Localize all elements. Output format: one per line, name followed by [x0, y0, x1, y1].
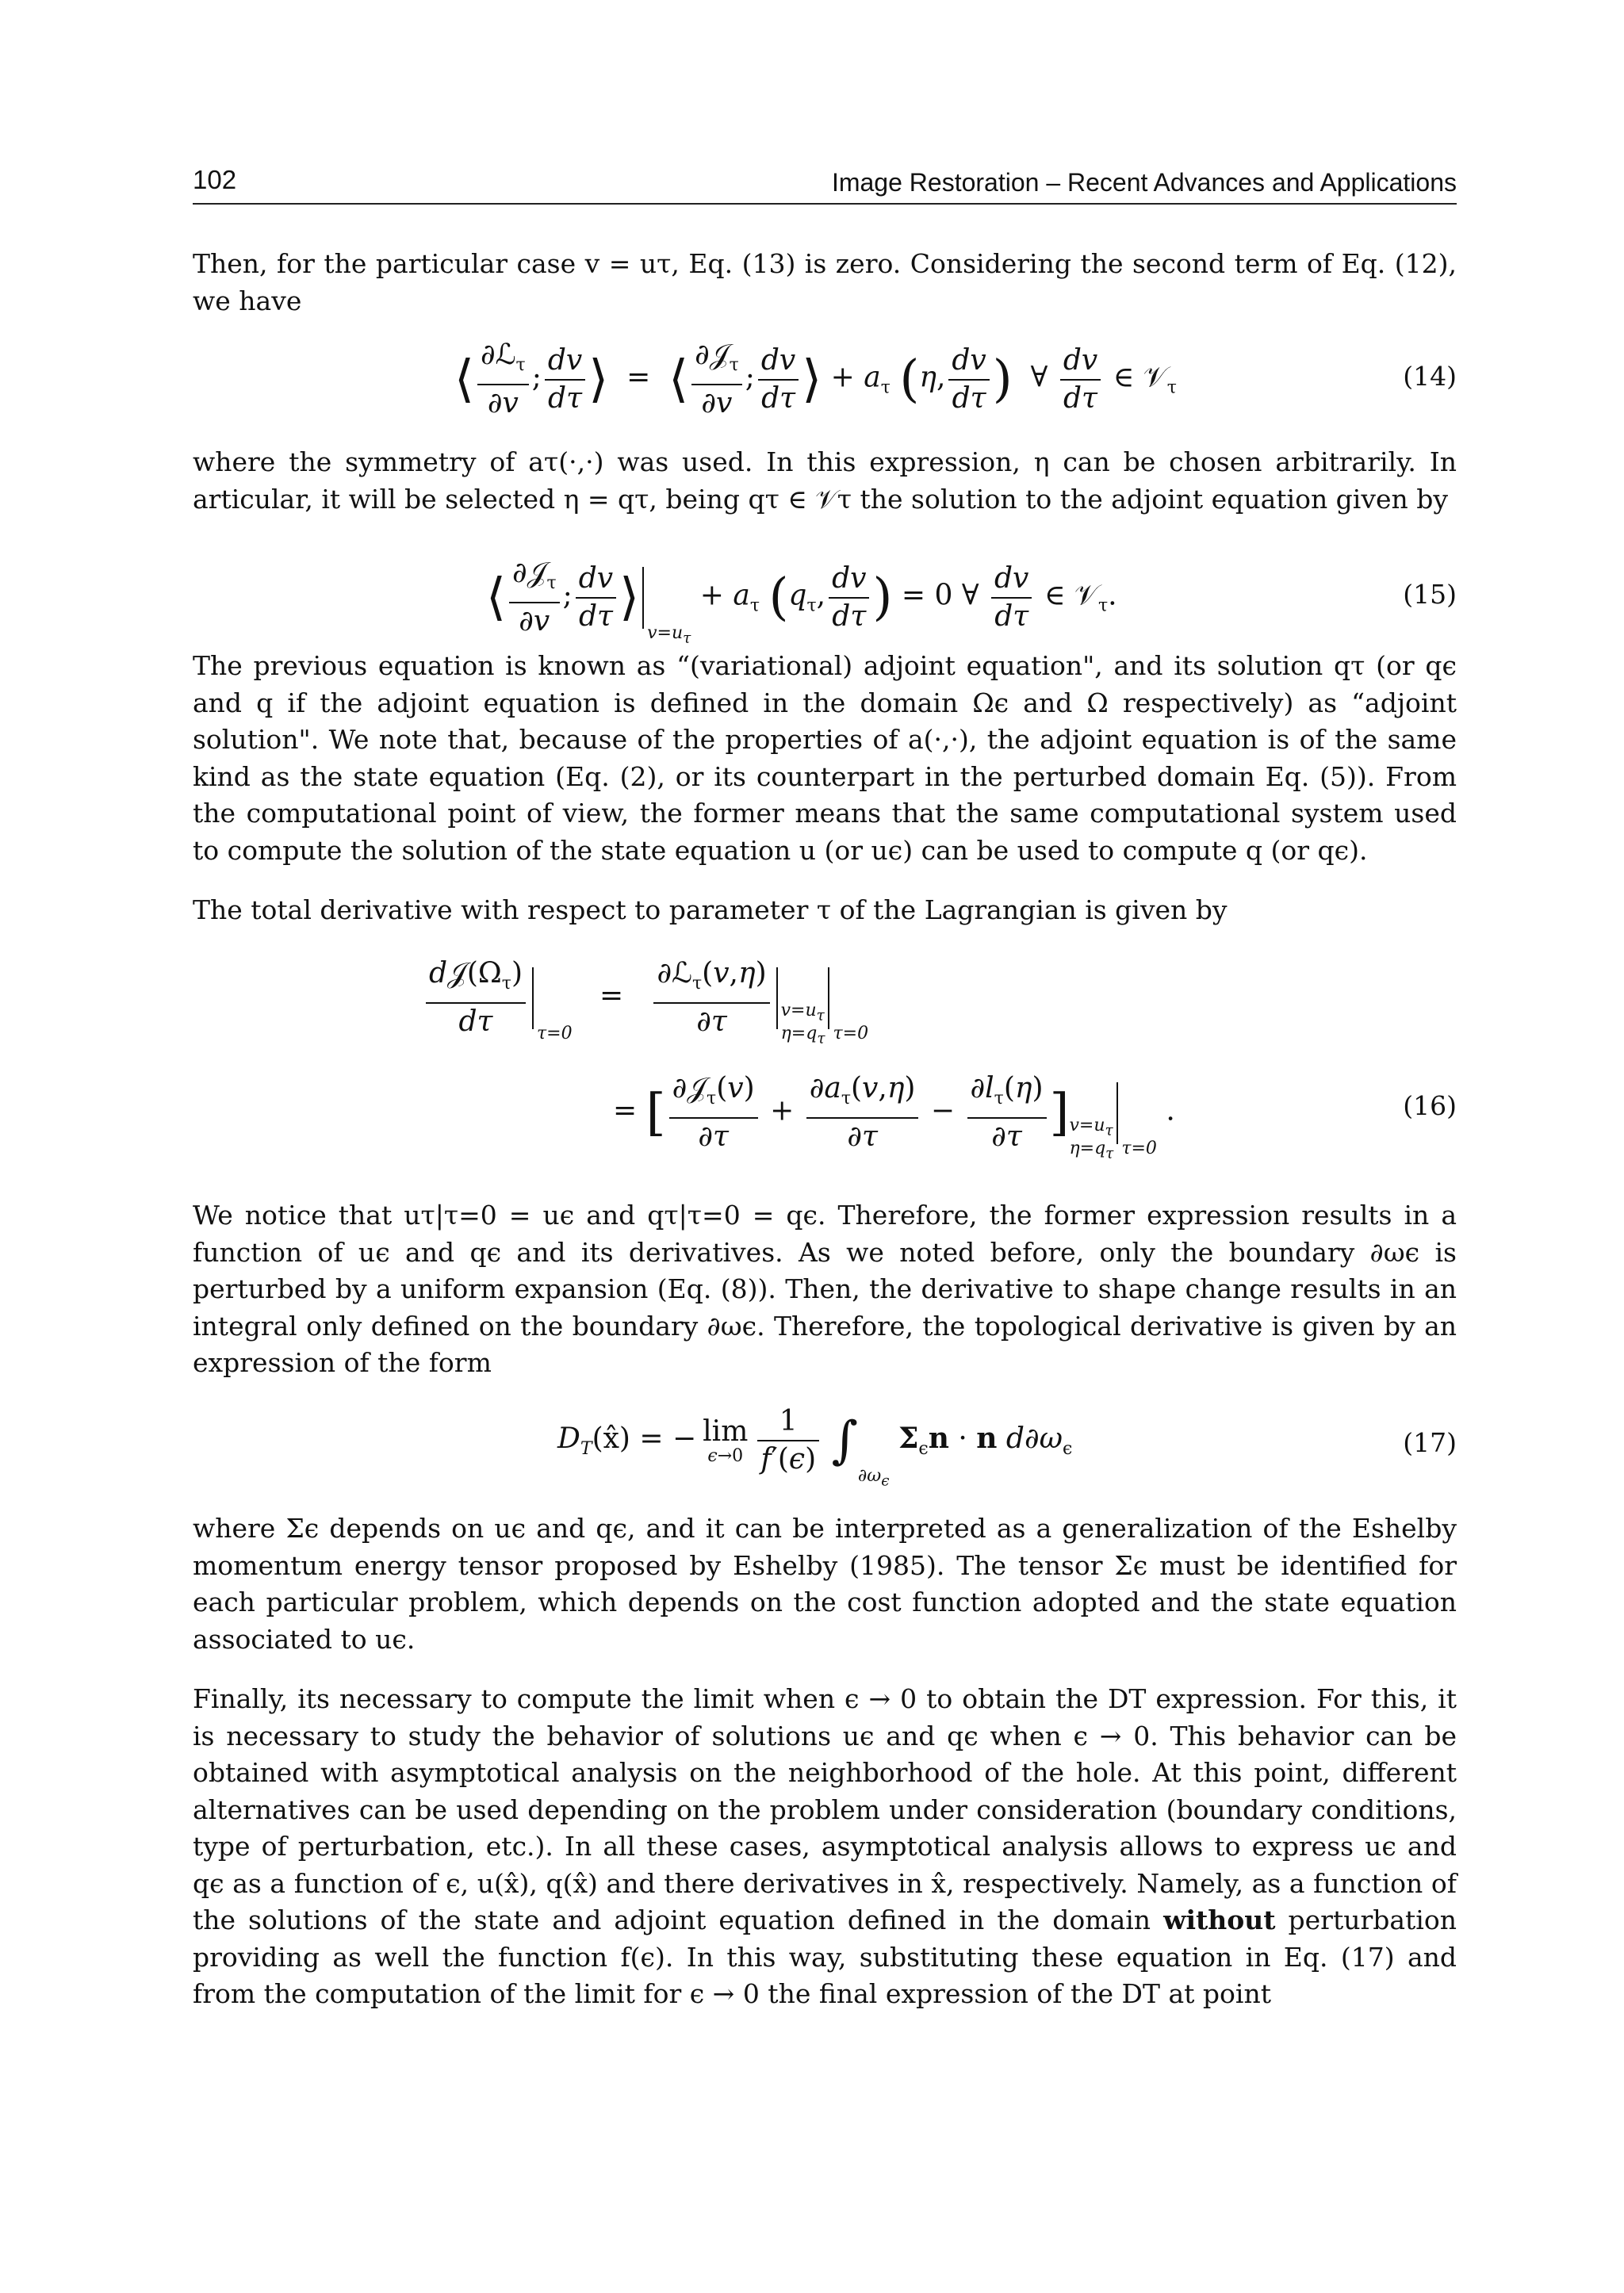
paragraph-4: The total derivative with respect to parameter τ of the Lagrangian is given by [193, 894, 1228, 925]
paragraph-6: where Σϵ depends on uϵ and qϵ, and it can be interpreted as a generalization of the Eshelby momentum energy tensor proposed by Eshelby (1985). The tensor Σϵ must be identified for each particular problem, which depends on the cost function adopted and the state equation associated to uϵ. [193, 1513, 1457, 1655]
equation-17-body: $D_T(x̂)$ = − lim ϵ→0 $\frac{1}{f'(\epsilon)}$ $\int\partial\omega_\epsilon$ $\Sigma_\epsilon n \cdot n$ $d\partial\omega_\epsilon$ [557, 1405, 1073, 1490]
paragraph-1: Then, for the particular case v = uτ, Eq. (13) is zero. Considering the second term of Eq. (12), we have [193, 248, 1457, 316]
running-header [193, 165, 1457, 205]
equation-16-number: (16) [1403, 1090, 1457, 1121]
equation-14 [193, 337, 1457, 424]
page-number: 102 [193, 165, 237, 194]
running-title: Image Restoration – Recent Advances and Applications [831, 168, 1457, 197]
equation-17 [193, 1403, 1457, 1491]
equation-16 [193, 955, 1457, 1177]
paragraph-7: Finally, its necessary to compute the limit when ϵ → 0 to obtain the DT expression. For this, it is necessary to study the behavior of solutions uϵ and qϵ when ϵ → 0. This behavior can be obtained with asymptotical analysis on the neighborhood of the hole. At this point, different alternatives can be used depending on the problem under consideration (boundary conditions, type of perturbation, etc.). In all these cases, asymptotical analysis allows to express uϵ and qϵ as a function of ϵ, u(x̂), q(x̂) and there derivatives in x̂, respectively. Namely, as a function of the solutions of the state and adjoint equation defined in the domain without perturbation providing as well the function f(ϵ). In this way, substituting these equation in Eq. (17) and from the computation of the limit for ϵ → 0 the final expression of the DT at point [193, 1683, 1457, 2009]
equation-15-body: ⟨ $\frac{\partial 𝒥_\tau}{\partial v}$ ; $\frac{dv}{d\tau}$ $⟩v=u_\tau + a_\tau$ ($q_\tau$, $\frac{dv}{d\tau}$ ) = 0 ∀ $\frac{dv}{d\tau}$ ∈ 𝒱$_\tau$. [486, 557, 1117, 646]
equation-14-number: (14) [1403, 361, 1457, 392]
paragraph-3: The previous equation is known as “(variational) adjoint equation", and its solution qτ (or qϵ and q if the adjoint equation is defined in the domain Ωϵ and Ω respectively) as “adjoint solution". We note that, because of the properties of a(·,·), the adjoint equation is of the same kind as the state equation (Eq. (2), or its counterpart in the perturbed domain Eq. (5)). From the computational point of view, the former means that the same computational system used to compute the solution of the state equation u (or uϵ) can be used to compute q (or qϵ). [193, 650, 1457, 866]
paragraph-2: where the symmetry of aτ(·,·) was used. In this expression, η can be chosen arbitrarily. In articular, it will be selected η = qτ, being qτ ∈ 𝒱τ the solution to the adjoint equation given by [193, 446, 1457, 515]
equation-16-line-2: = [ $\frac{\partial 𝒥_\tau(v)}{\partial\tau}$ + $\frac{\partial a_\tau(v,\eta)}{\partial\tau}$ − $\frac{\partial l_\tau(\eta)}{\partial\tau}$ ]$v=u_\tau$ $\eta=q_\tau$ τ=0 . [613, 1072, 1175, 1162]
equation-16-line-1: $\frac{d𝒥(\Omega_\tau)}{d\tau}$ τ=0 = $\frac{\partial ℒ_\tau(v,\eta)}{\partial\tau}$ $v=u_\tau$ $\eta=q_\tau$ τ=0 [423, 955, 868, 1047]
equation-15 [193, 555, 1457, 646]
equation-15-number: (15) [1403, 579, 1457, 610]
paragraph-5: We notice that uτ|τ=0 = uϵ and qτ|τ=0 = qϵ. Therefore, the former expression results in a function of uϵ and qϵ and its derivatives. As we noted before, only the boundary ∂ωϵ is perturbed by a uniform expansion (Eq. (8)). Then, the derivative to shape change results in an integral only defined on the boundary ∂ωϵ. Therefore, the topological derivative is given by an expression of the form [193, 1200, 1457, 1378]
equation-14-body: ⟨ $\frac{\partial ℒ_\tau}{\partial v}$ ; $\frac{dv}{d\tau}$ ⟩ = ⟨ $\frac{\partial 𝒥_\tau}{\partial v}$ ; $\frac{dv}{d\tau}$ ⟩ + $a_\tau$ (η, $\frac{dv}{d\tau}$ ) ∀ $\frac{dv}{d\tau}$ ∈ 𝒱$_\tau$ [454, 339, 1177, 419]
equation-17-number: (17) [1403, 1427, 1457, 1458]
